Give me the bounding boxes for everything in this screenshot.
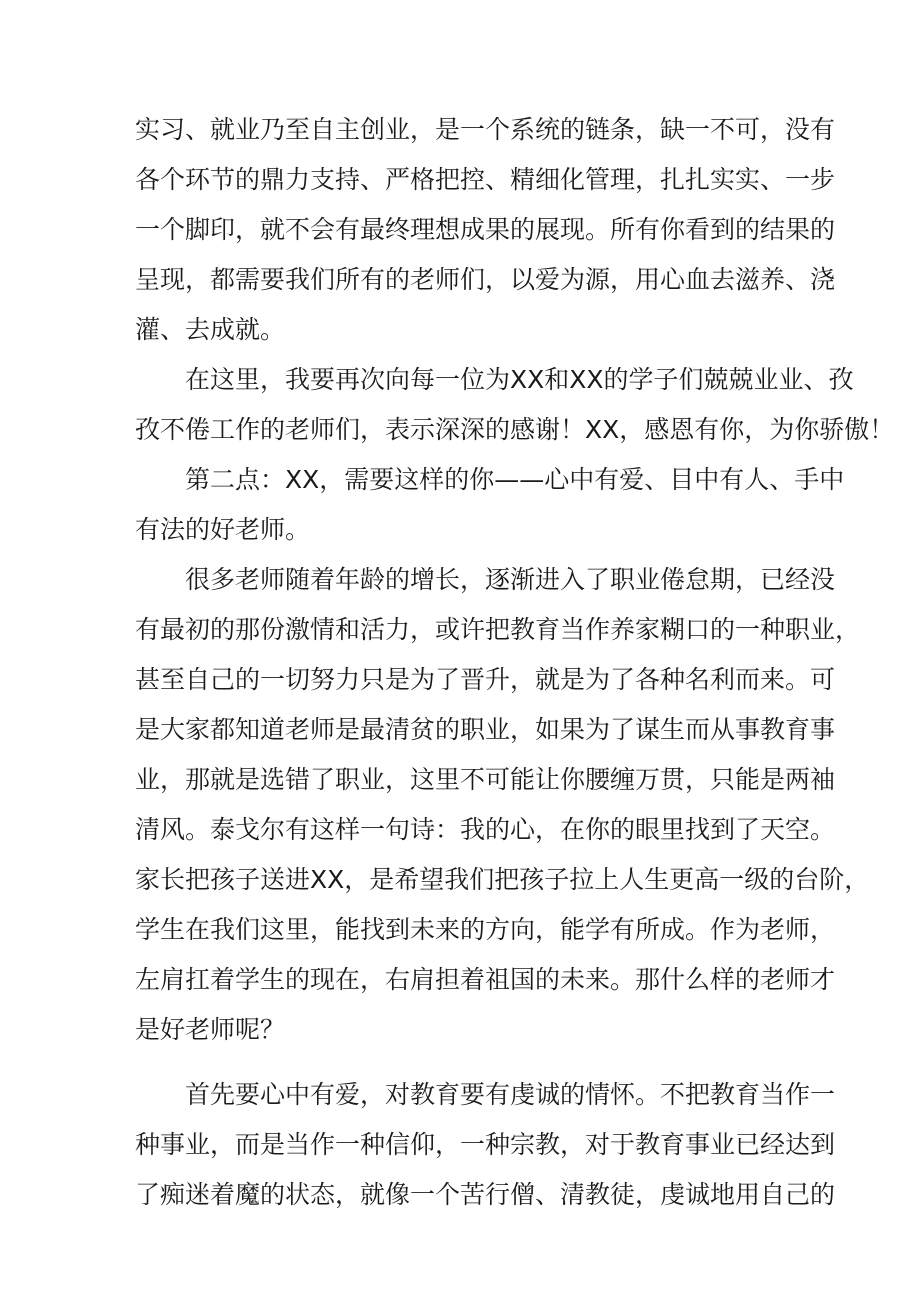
- text-line: 在这里，我要再次向每一位为XX和XX的学子们兢兢业业、孜: [185, 365, 854, 394]
- text-line: 有法的好老师。: [135, 515, 311, 544]
- text-line: 很多老师随着年龄的增长，逐渐进入了职业倦怠期，已经没: [185, 565, 836, 594]
- text-line: 有最初的那份激情和活力，或许把教育当作养家糊口的一种职业，: [135, 615, 861, 644]
- text-line: 一个脚印，就不会有最终理想成果的展现。所有你看到的结果的: [135, 215, 836, 244]
- text-line: 实习、就业乃至自主创业，是一个系统的链条，缺一不可，没有: [135, 115, 836, 144]
- text-line: 了痴迷着魔的状态，就像一个苦行僧、清教徒，虔诚地用自己的: [135, 1180, 836, 1209]
- text-line: 第二点：XX，需要这样的你——心中有爱、目中有人、手中: [185, 465, 845, 494]
- text-line: 左肩扛着学生的现在，右肩担着祖国的未来。那什么样的老师才: [135, 965, 836, 994]
- text-line: 孜不倦工作的老师们，表示深深的感谢！XX，感恩有你，为你骄傲！: [135, 415, 895, 444]
- text-line: 各个环节的鼎力支持、严格把控、精细化管理，扎扎实实、一步: [135, 165, 836, 194]
- text-line: 灌、去成就。: [135, 315, 286, 344]
- text-line: 业，那就是选错了职业，这里不可能让你腰缠万贯，只能是两袖: [135, 765, 836, 794]
- text-line: 甚至自己的一切努力只是为了晋升，就是为了各种名利而来。可: [135, 665, 836, 694]
- text-line: 家长把孩子送进XX，是希望我们把孩子拉上人生更高一级的台阶，: [135, 865, 870, 894]
- text-line: 种事业，而是当作一种信仰，一种宗教，对于教育事业已经达到: [135, 1130, 836, 1159]
- text-line: 呈现，都需要我们所有的老师们，以爱为源，用心血去滋养、浇: [135, 265, 836, 294]
- text-line: 是好老师呢？: [135, 1015, 286, 1044]
- text-line: 清风。泰戈尔有这样一句诗：我的心，在你的眼里找到了天空。: [135, 815, 836, 844]
- text-line: 首先要心中有爱，对教育要有虔诚的情怀。不把教育当作一: [185, 1080, 836, 1109]
- text-line: 学生在我们这里，能找到未来的方向，能学有所成。作为老师，: [135, 915, 836, 944]
- text-line: 是大家都知道老师是最清贫的职业，如果为了谋生而从事教育事: [135, 715, 836, 744]
